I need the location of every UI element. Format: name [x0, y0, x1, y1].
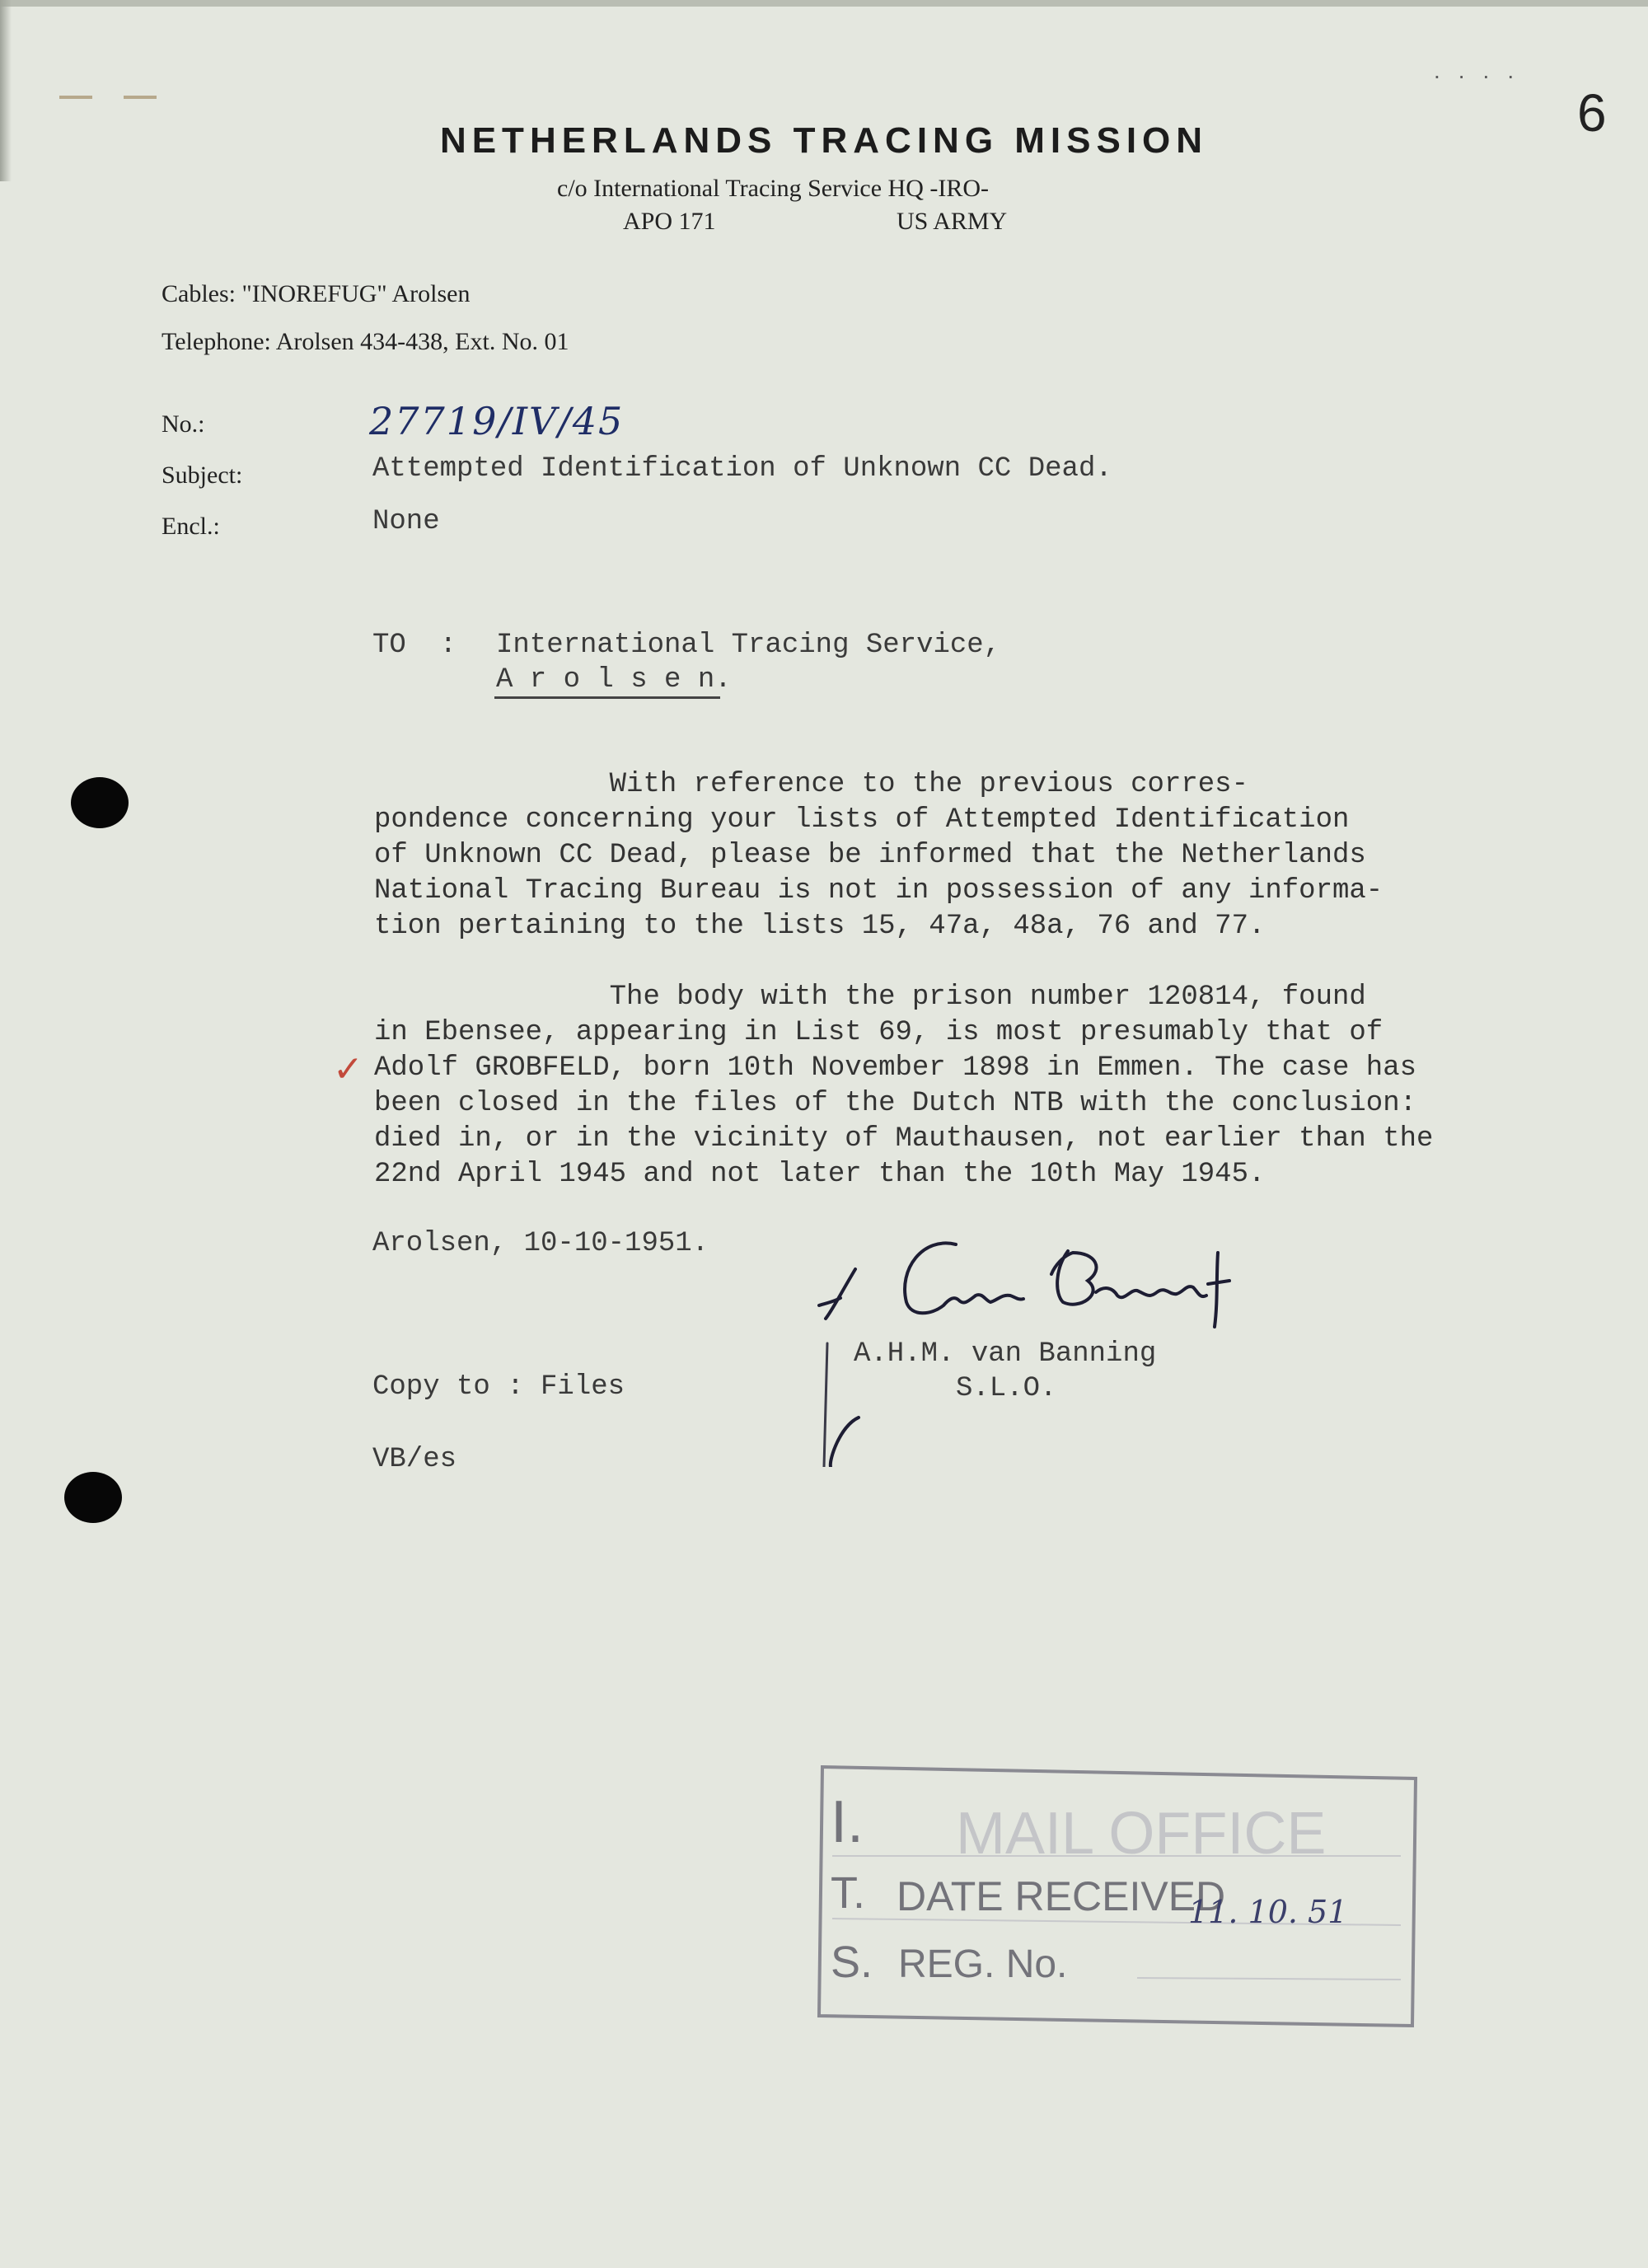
typist-reference: VB/es	[372, 1444, 457, 1475]
body-line: tion pertaining to the lists 15, 47a, 48a, 76 and 77.	[374, 911, 1266, 942]
page-number: 6	[1577, 83, 1607, 143]
stamp-letter-s: S.	[831, 1938, 873, 1987]
cables-line: Cables: "INOREFUG" Arolsen	[162, 280, 471, 307]
enclosure-value: None	[372, 506, 440, 537]
enclosure-label: Encl.:	[162, 513, 220, 540]
stamp-heading: MAIL OFFICE	[956, 1801, 1327, 1867]
body-line: of Unknown CC Dead, please be informed that the Netherlands	[374, 840, 1366, 871]
stamp-letter-i: I.	[831, 1789, 864, 1855]
stamp-date-label: DATE RECEIVED	[897, 1873, 1226, 1919]
body-line: died in, or in the vicinity of Mauthausen, not earlier than the	[374, 1123, 1434, 1155]
body-line: National Tracing Bureau is not in possession of any informa-	[374, 875, 1383, 907]
to-label: TO :	[372, 630, 457, 661]
received-stamp	[816, 1764, 1421, 2029]
scan-edge-top	[0, 0, 1648, 7]
pencil-mark	[124, 96, 157, 99]
punch-hole	[71, 777, 129, 828]
body-line: The body with the prison number 120814, found	[374, 982, 1366, 1013]
stamp-date-value: 11. 10. 51	[1188, 1894, 1348, 1930]
body-line: in Ebensee, appearing in List 69, is most presumably that of	[374, 1017, 1383, 1048]
punch-hole	[64, 1472, 122, 1523]
body-paragraph-1	[374, 767, 1383, 944]
stamp-reg-label: REG. No.	[898, 1942, 1068, 1986]
organization-name: NETHERLANDS TRACING MISSION	[439, 120, 1209, 161]
telephone-line: Telephone: Arolsen 434-438, Ext. No. 01	[162, 328, 569, 355]
signatory-title: S.L.O.	[956, 1373, 1057, 1404]
body-line: With reference to the previous corres-	[374, 769, 1248, 800]
checkmark-icon: ✓	[333, 1048, 363, 1090]
care-of-address: c/o International Tracing Service HQ -IRO-	[557, 175, 990, 202]
pencil-mark	[59, 96, 92, 99]
no-label: No.:	[162, 410, 205, 438]
apo-number: APO 171	[623, 208, 716, 235]
reference-number: 27719/IV/45	[369, 399, 625, 443]
body-line: pondence concerning your lists of Attempted Identification	[374, 804, 1350, 836]
addressee-underline	[494, 696, 720, 699]
army-label: US ARMY	[897, 208, 1008, 235]
subject-label: Subject:	[162, 462, 243, 489]
body-line: Adolf GROBFELD, born 10th November 1898 in Emmen. The case has	[374, 1052, 1417, 1084]
copy-to: Copy to : Files	[372, 1371, 625, 1403]
place-date: Arolsen, 10-10-1951.	[372, 1228, 709, 1259]
subject-value: Attempted Identification of Unknown CC Dead.	[372, 453, 1112, 485]
body-paragraph-2	[374, 980, 1433, 1193]
addressee-line-1: International Tracing Service,	[496, 630, 1001, 661]
body-line: been closed in the files of the Dutch NTB with the conclusion:	[374, 1088, 1417, 1119]
addressee-line-2: A r o l s e n.	[496, 664, 732, 696]
body-line: 22nd April 1945 and not later than the 10th May 1945.	[374, 1159, 1266, 1190]
signatory-name: A.H.M. van Banning	[854, 1338, 1157, 1370]
stamp-letter-t: T.	[831, 1868, 866, 1918]
corner-dots: ....	[1434, 58, 1533, 83]
scan-edge-left	[0, 0, 12, 181]
